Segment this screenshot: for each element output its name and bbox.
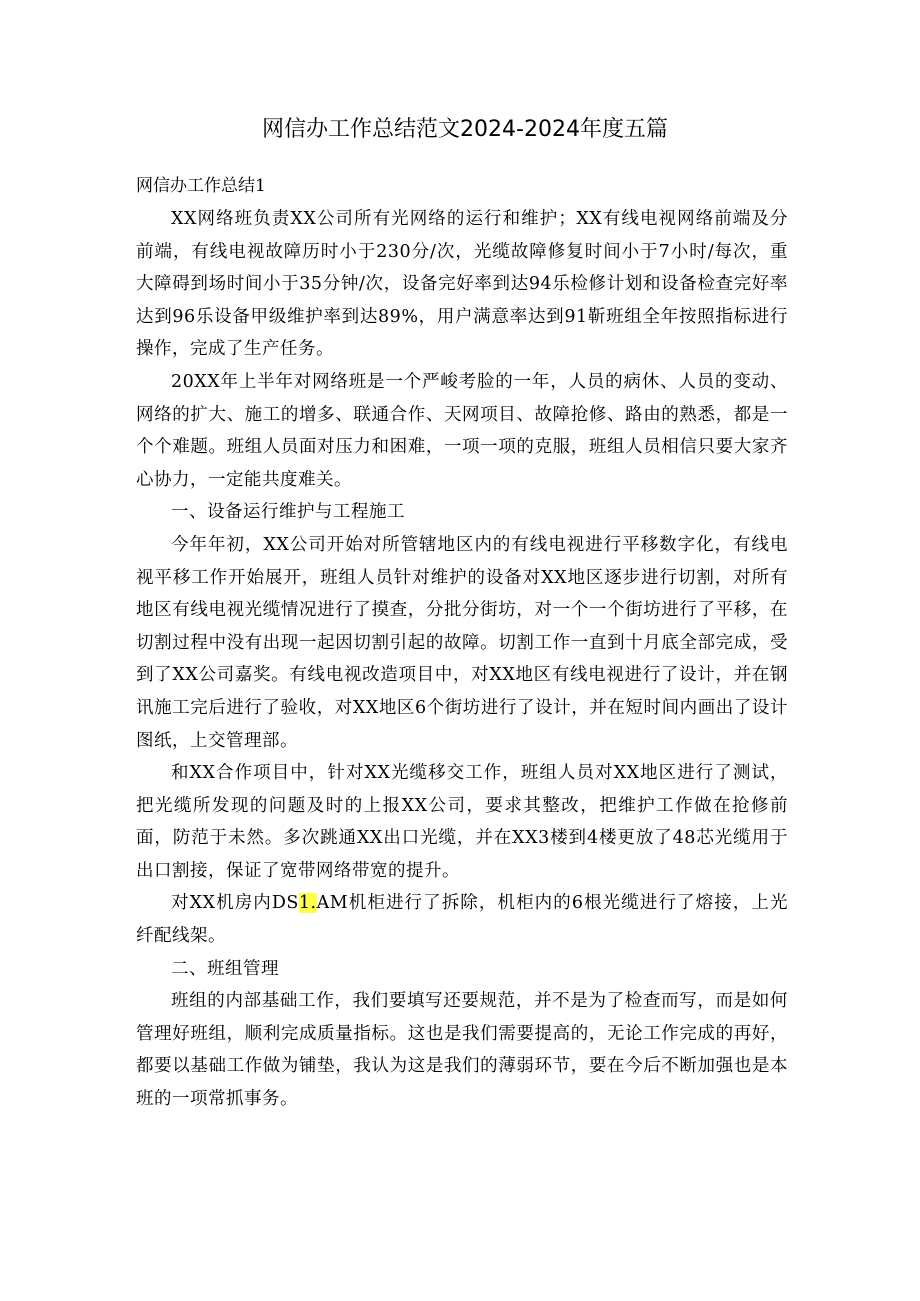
highlight-before-text: 对XX机房内DS bbox=[171, 893, 299, 914]
paragraph: 班组的内部基础工作，我们要填写还要规范，并不是为了检查而写，而是如何管理好班组，顺利完成质量指标。这也是我们需要提高的，无论工作完成的再好，都要以基础工作做为铺垫，我认为这是我们的薄弱环节，要在今后不断加强也是本班的一项常抓事务。 bbox=[136, 991, 788, 1110]
highlight-after-text: AM机柜进行了拆除，机柜内的6根光缆进行了熔接，上光纤配线架。 bbox=[136, 893, 788, 947]
paragraph: 和XX合作项目中，针对XX光缆移交工作，班组人员对XX地区进行了测试，把光缆所发现的问题及时的上报XX公司，要求其整改，把维护工作做在抢修前面，防范于未然。多次跳通XX出口光缆，并在XX3楼到4楼更放了48芯光缆用于出口割接，保证了宽带网络带宽的提升。 bbox=[136, 763, 788, 881]
section-heading: 网信办工作总结1 bbox=[136, 176, 266, 196]
paragraph: 20XX年上半年对网络班是一个严峻考脸的一年，人员的病休、人员的变动、网络的扩大、施工的增多、联通合作、天网项目、故障抢修、路由的熟悉，都是一个个难题。班组人员面对压力和困难，一项一项的克服，班组人员相信只要大家齐心协力，一定能共度难关。 bbox=[136, 371, 788, 490]
paragraph: XX网络班负责XX公司所有光网络的运行和维护；XX有线电视网络前端及分前端，有线电视故障历时小于230分/次，光缆故障修复时间小于7小时/每次，重大障碍到场时间小于35分钟/次，设备完好率到达94乐检修计划和设备检查完好率达到96乐设备甲级维护率到达89%，用户满意率达到91靳班组全年按照指标进行操作，完成了生产任务。 bbox=[136, 209, 788, 360]
paragraph-with-highlight bbox=[136, 887, 788, 952]
highlighted-text: 1. bbox=[298, 893, 317, 914]
paragraph: 今年年初，XX公司开始对所管辖地区内的有线电视进行平移数字化，有线电视平移工作开始展开，班组人员针对维护的设备对XX地区逐步进行切割，对所有地区有线电视光缆情况进行了摸查，分批分街坊，对一个一个街坊进行了平移，在切割过程中没有出现一起因切割引起的故障。切割工作一直到十月底全部完成，受到了XX公司嘉奖。有线电视改造项目中，对XX地区有线电视进行了设计，并在钢讯施工完后进行了验收，对XX地区6个街坊进行了设计，并在短时间内画出了设计图纸，上交管理部。 bbox=[136, 534, 788, 751]
document-title: 网信办工作总结范文2024-2024年度五篇 bbox=[262, 117, 668, 142]
subheading-team-management: 二、班组管理 bbox=[171, 958, 279, 979]
subheading-equipment: 一、设备运行维护与工程施工 bbox=[171, 502, 405, 523]
